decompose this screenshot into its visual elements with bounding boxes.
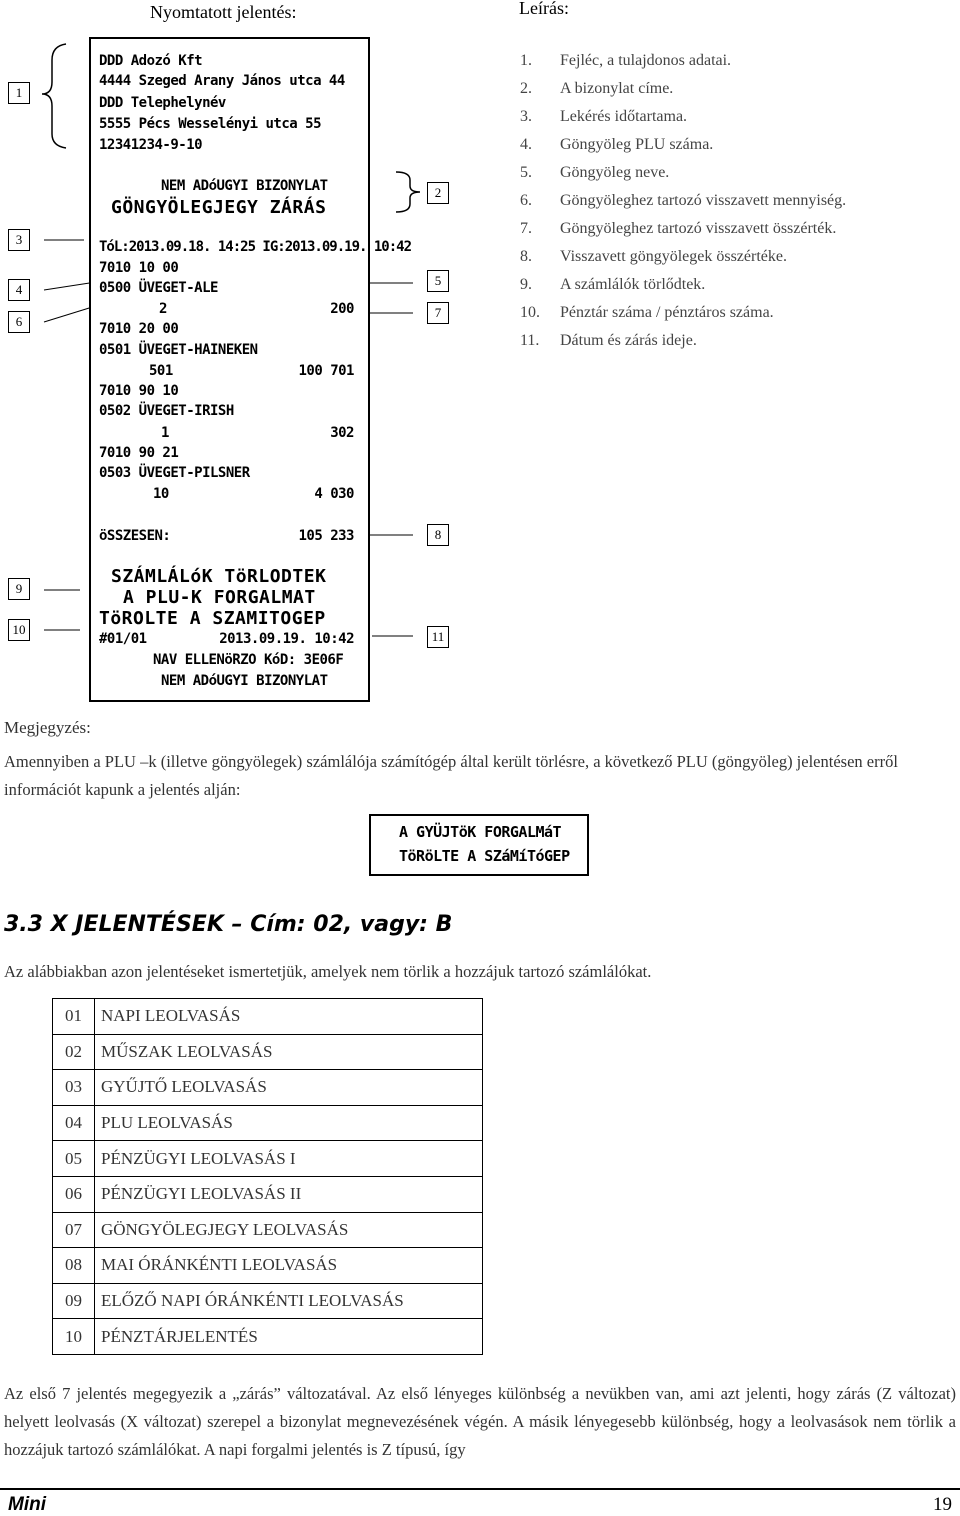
receipt-doc-type: NEM ADóUGYI BIZONYLAT: [161, 178, 328, 194]
printed-receipt: [89, 37, 412, 702]
report-number: 09: [53, 1283, 95, 1319]
receipt-item-code: 7010 20 00: [99, 321, 179, 337]
footer-product-name: Mini: [8, 1494, 46, 1515]
report-number: 03: [53, 1070, 95, 1106]
receipt-header-line: DDD Telephelynév: [99, 95, 226, 111]
report-name: MŰSZAK LEOLVASÁS: [95, 1034, 483, 1070]
report-number: 10: [53, 1319, 95, 1355]
receipt-header-line: DDD Adozó Kft: [99, 53, 203, 69]
receipt-item-qty: 2: [159, 301, 167, 317]
receipt-item-qty: 501: [149, 363, 173, 379]
report-name: NAPI LEOLVASÁS: [95, 999, 483, 1035]
report-table: [52, 998, 483, 1355]
body-paragraph: Az első 7 jelentés megegyezik a „zárás” változatával. Az első lényeges különbség a nevükben van, ami azt jelenti, hogy zárás (Z változat) helyett leolvasás (X változat) szerepel a bizonylat megnevezésének végén. A másik lényegesebb különbség, hogy a leolvasások nem törlik a hozzájuk tartozó számlálókat. A napi forgalmi jelentés is Z típusú, így: [4, 1384, 956, 1459]
receipt-register: #01/01: [99, 631, 147, 647]
receipt-header-line: 5555 Pécs Wesselényi utca 55: [99, 116, 322, 132]
table-row: [53, 1283, 483, 1319]
description-item: 5. Göngyöleg neve.: [520, 164, 670, 181]
report-number: 08: [53, 1248, 95, 1284]
description-item: 9. A számlálók törlődtek.: [520, 276, 706, 293]
receipt-item-value: 302: [330, 425, 354, 441]
receipt-cleared-line: TöROLTE A SZAMITOGEP: [99, 608, 326, 629]
report-name: MAI ÓRÁNKÉNTI LEOLVASÁS: [95, 1248, 483, 1284]
inset-receipt: [369, 814, 589, 876]
receipt-item-qty: 1: [161, 425, 169, 441]
section-intro: Az alábbiakban azon jelentéseket ismertetjük, amelyek nem törlik a hozzájuk tartozó számlálókat.: [4, 962, 652, 981]
receipt-total-value: 105 233: [298, 528, 354, 544]
receipt-item-name: 0500 ÜVEGET-ALE: [99, 280, 218, 296]
receipt-header-line: 4444 Szeged Arany János utca 44: [99, 73, 345, 89]
description-item: 4. Göngyöleg PLU száma.: [520, 136, 714, 153]
report-name: PLU LEOLVASÁS: [95, 1105, 483, 1141]
report-number: 06: [53, 1176, 95, 1212]
callout-box-1: 1: [8, 82, 30, 104]
receipt-item-value: 4 030: [314, 486, 354, 502]
receipt-item-name: 0501 ÜVEGET-HAINEKEN: [99, 342, 258, 358]
report-number: 04: [53, 1105, 95, 1141]
report-name: GÖNGYÖLEGJEGY LEOLVASÁS: [95, 1212, 483, 1248]
report-name: GYŰJTŐ LEOLVASÁS: [95, 1070, 483, 1106]
callout-box-2: 2: [427, 182, 449, 204]
receipt-item-value: 100 701: [298, 363, 354, 379]
description-item: 8. Visszavett göngyölegek összértéke.: [520, 248, 787, 265]
description-item: 10. Pénztár száma / pénztáros száma.: [520, 304, 774, 321]
report-number: 05: [53, 1141, 95, 1177]
description-item: 3. Lekérés időtartama.: [520, 108, 688, 125]
table-row: [53, 1176, 483, 1212]
table-row: [53, 1070, 483, 1106]
report-name: PÉNZTÁRJELENTÉS: [95, 1319, 483, 1355]
description-item: 1. Fejléc, a tulajdonos adatai.: [520, 52, 732, 69]
callout-box-11: 11: [427, 626, 449, 648]
page-number: 19: [933, 1494, 952, 1515]
receipt-item-name: 0502 ÜVEGET-IRISH: [99, 403, 234, 419]
callout-box-3: 3: [8, 229, 30, 251]
table-row: [53, 1105, 483, 1141]
report-name: PÉNZÜGYI LEOLVASÁS I: [95, 1141, 483, 1177]
callout-box-10: 10: [8, 619, 30, 641]
receipt-item-value: 200: [330, 301, 354, 317]
table-row: [53, 1141, 483, 1177]
callout-box-9: 9: [8, 578, 30, 600]
report-name: PÉNZÜGYI LEOLVASÁS II: [95, 1176, 483, 1212]
receipt-title: GÖNGYÖLEGJEGY ZÁRÁS: [111, 197, 327, 218]
callout-box-6: 6: [8, 311, 30, 333]
note-text: Amennyiben a PLU –k (illetve göngyölegek) számlálója számítógép által került törlésre, a következő PLU (göngyöleg) jelentésen erről információt kapunk a jelentés alján:: [4, 752, 898, 799]
callout-box-7: 7: [427, 302, 449, 324]
receipt-item-name: 0503 ÜVEGET-PILSNER: [99, 465, 250, 481]
receipt-item-code: 7010 90 10: [99, 383, 179, 399]
receipt-item-qty: 10: [153, 486, 169, 502]
printed-report-title: Nyomtatott jelentés:: [150, 2, 297, 22]
receipt-item-code: 7010 10 00: [99, 260, 179, 276]
description-item: 6. Göngyöleghez tartozó visszavett mennyiség.: [520, 192, 847, 209]
description-item: 7. Göngyöleghez tartozó visszavett összérték.: [520, 220, 837, 237]
receipt-header-line: 12341234-9-10: [99, 137, 203, 153]
receipt-nav-code: NAV ELLENöRZO KóD: 3E06F: [153, 652, 344, 668]
table-row: [53, 1248, 483, 1284]
table-row: [53, 1034, 483, 1070]
table-row: [53, 1212, 483, 1248]
table-row: [53, 1319, 483, 1355]
callout-box-4: 4: [8, 279, 30, 301]
footer-divider: [0, 1488, 960, 1490]
receipt-close-time: 2013.09.19. 10:42: [219, 631, 354, 647]
callout-box-8: 8: [427, 524, 449, 546]
report-number: 01: [53, 999, 95, 1035]
inset-line: TöRöLTE A SZáMíTóGEP: [399, 847, 570, 865]
report-number: 07: [53, 1212, 95, 1248]
description-item: 2. A bizonylat címe.: [520, 80, 674, 97]
receipt-cleared-line: A PLU-K FORGALMAT: [123, 587, 316, 608]
receipt-cleared-line: SZÁMLÁLóK TöRLODTEK: [111, 566, 327, 587]
description-item: 11. Dátum és zárás ideje.: [520, 332, 697, 349]
note-title: Megjegyzés:: [4, 718, 91, 737]
report-name: ELŐZŐ NAPI ÓRÁNKÉNTI LEOLVASÁS: [95, 1283, 483, 1319]
receipt-period: TóL:2013.09.18. 14:25 IG:2013.09.19. 10:42: [99, 239, 412, 255]
inset-line: A GYÜJTöK FORGALMáT: [399, 823, 562, 841]
section-heading: 3.3 X JELENTÉSEK – Cím: 02, vagy: B: [4, 912, 453, 937]
report-number: 02: [53, 1034, 95, 1070]
receipt-footer: NEM ADóUGYI BIZONYLAT: [161, 673, 328, 689]
table-row: [53, 999, 483, 1035]
receipt-total-label: öSSZESEN:: [99, 528, 171, 544]
description-title: Leírás:: [519, 0, 569, 18]
callout-box-5: 5: [427, 270, 449, 292]
receipt-item-code: 7010 90 21: [99, 445, 179, 461]
